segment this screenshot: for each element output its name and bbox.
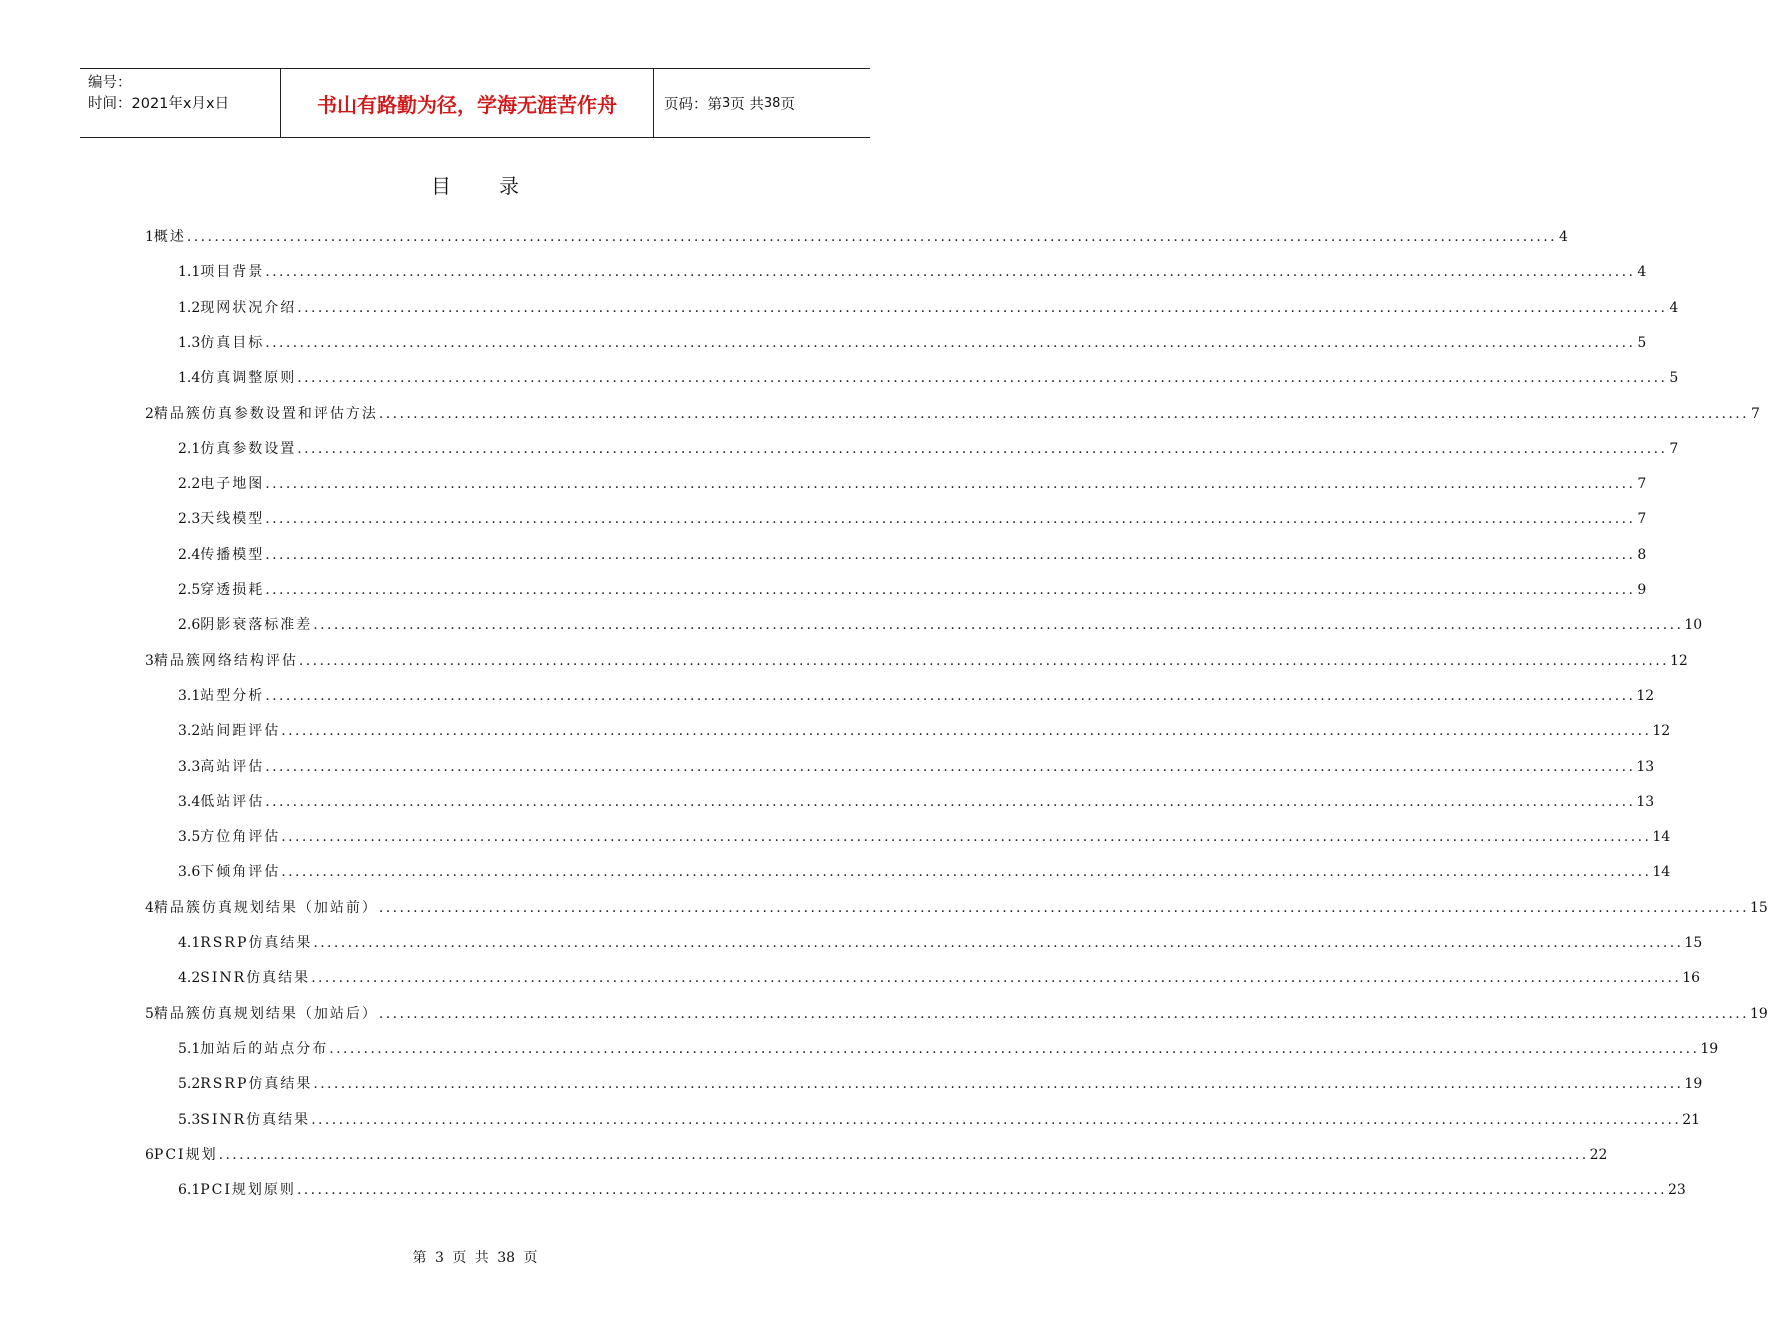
- toc-entry[interactable]: [178, 614, 1703, 634]
- toc-entry[interactable]: [178, 861, 1671, 881]
- toc-entry-label: 传播模型: [200, 546, 265, 563]
- header-meta: [80, 69, 281, 137]
- toc-entry-number: 2.3: [178, 511, 201, 528]
- toc-leader-dots: ........................................................................................................................................................................................................: [265, 582, 1636, 598]
- toc-entry-label: 高站评估: [200, 758, 265, 775]
- toc-entry-number: 4.1: [178, 935, 201, 951]
- toc-entry-number: 2.1: [178, 440, 201, 457]
- toc-leader-dots: ........................................................................................................................................................................................................: [265, 546, 1636, 563]
- footer-mid: 页 共: [452, 1250, 489, 1266]
- toc-entry-label: 站间距评估: [200, 723, 281, 740]
- toc-entry-number: 2.6: [178, 617, 201, 634]
- toc-leader-dots: ........................................................................................................................................................................................................: [265, 334, 1636, 351]
- toc-leader-dots: ........................................................................................................................................................................................................: [313, 617, 1684, 634]
- toc-leader-dots: ........................................................................................................................................................................................................: [297, 370, 1668, 387]
- footer-suffix: 页: [523, 1250, 538, 1266]
- toc-entry[interactable]: [178, 332, 1647, 352]
- toc-entry-page: 19: [1700, 1040, 1719, 1057]
- toc-leader-dots: ........................................................................................................................................................................................................: [218, 1146, 1589, 1163]
- toc-entry-label: 精品簇仿真规划结果（加站后）: [153, 1005, 378, 1022]
- toc-entry[interactable]: [178, 438, 1679, 458]
- toc-entry-number: 1.2: [178, 299, 201, 316]
- toc-entry-label: 电子地图: [200, 476, 265, 493]
- toc-entry-label: 低站评估: [200, 793, 265, 810]
- toc-leader-dots: ........................................................................................................................................................................................................: [313, 935, 1684, 951]
- toc-entry-label: RSRP仿真结果: [200, 935, 313, 951]
- toc-entry[interactable]: [178, 473, 1647, 493]
- toc-leader-dots: ........................................................................................................................................................................................................: [265, 793, 1636, 810]
- page-footer: [0, 1247, 950, 1267]
- toc-entry-number: 2.5: [178, 582, 201, 598]
- toc-entry-number: 3.2: [178, 723, 201, 740]
- toc-entry[interactable]: [178, 579, 1647, 599]
- toc-entry-label: PCI规划原则: [200, 1182, 296, 1199]
- page-header: [80, 68, 870, 138]
- toc-entry-number: 5.3: [178, 1111, 201, 1128]
- toc-leader-dots: ........................................................................................................................................................................................................: [329, 1040, 1700, 1057]
- toc-entry-page: 14: [1652, 829, 1671, 846]
- toc-entry-number: 5: [145, 1005, 154, 1022]
- footer-total: 38: [497, 1250, 516, 1266]
- toc-entry[interactable]: [178, 826, 1671, 846]
- toc-entry-number: 1: [145, 229, 154, 245]
- toc-entry[interactable]: [178, 544, 1647, 564]
- toc-entry-label: 精品簇网络结构评估: [153, 652, 298, 669]
- header-motto: 书山有路勤为径，学海无涯苦作舟: [281, 69, 654, 137]
- toc-entry-page: 7: [1637, 476, 1647, 493]
- toc-entry-number: 2: [145, 405, 154, 422]
- toc-entry[interactable]: [178, 756, 1655, 776]
- toc-leader-dots: ........................................................................................................................................................................................................: [378, 899, 1749, 916]
- time-label: 时间：2021年x月x日: [88, 96, 230, 112]
- toc-entry[interactable]: [178, 1038, 1719, 1058]
- toc-entry-page: 7: [1669, 440, 1679, 457]
- toc-entry-label: 仿真参数设置: [200, 440, 297, 457]
- toc-entry-number: 1.1: [178, 264, 201, 281]
- toc-entry-number: 6.1: [178, 1182, 201, 1199]
- toc-entry-label: 精品簇仿真规划结果（加站前）: [153, 899, 378, 916]
- toc-entry[interactable]: [145, 1144, 1608, 1164]
- toc-leader-dots: ........................................................................................................................................................................................................: [311, 1111, 1682, 1128]
- page-current: 3: [722, 95, 731, 111]
- toc-entry[interactable]: [178, 261, 1647, 281]
- toc-leader-dots: ........................................................................................................................................................................................................: [298, 652, 1669, 669]
- toc-entry-page: 7: [1751, 405, 1760, 422]
- toc-entry-number: 4.2: [178, 970, 201, 987]
- toc-leader-dots: ........................................................................................................................................................................................................: [265, 758, 1636, 775]
- toc-entry-number: 3.6: [178, 864, 201, 881]
- toc-entry-label: SINR仿真结果: [200, 1111, 311, 1128]
- toc-entry-label: 概述: [153, 229, 186, 245]
- toc-entry-number: 4: [145, 899, 154, 916]
- toc-entry-page: 12: [1652, 723, 1671, 740]
- toc-leader-dots: ........................................................................................................................................................................................................: [311, 970, 1682, 987]
- toc-entry-label: 下倾角评估: [200, 864, 281, 881]
- footer-prefix: 第: [412, 1250, 427, 1266]
- toc-leader-dots: ........................................................................................................................................................................................................: [313, 1076, 1684, 1093]
- toc-entry-page: 5: [1669, 370, 1679, 387]
- toc-leader-dots: ........................................................................................................................................................................................................: [378, 405, 1749, 422]
- toc-entry-number: 3.4: [178, 793, 201, 810]
- toc-leader-dots: ........................................................................................................................................................................................................: [297, 299, 1668, 316]
- toc-entry-page: 19: [1749, 1005, 1768, 1022]
- toc-entry[interactable]: [178, 1109, 1701, 1129]
- toc-entry-number: 3: [145, 652, 154, 669]
- toc-leader-dots: ........................................................................................................................................................................................................: [265, 264, 1636, 281]
- toc-entry-label: 站型分析: [200, 687, 265, 704]
- toc-entry-page: 15: [1749, 899, 1768, 916]
- toc-entry-page: 9: [1637, 582, 1647, 598]
- toc-entry-number: 1.3: [178, 334, 201, 351]
- toc-entry[interactable]: [145, 650, 1688, 670]
- toc-entry[interactable]: [178, 367, 1679, 387]
- toc-entry-page: 13: [1636, 758, 1655, 775]
- toc-entry-label: 现网状况介绍: [200, 299, 297, 316]
- toc-title: 目录: [431, 174, 567, 198]
- page-suffix: 页: [780, 96, 795, 113]
- toc-entry-number: 3.1: [178, 687, 201, 704]
- toc-entry[interactable]: [178, 932, 1703, 952]
- toc-entry-label: 精品簇仿真参数设置和评估方法: [153, 405, 378, 422]
- toc-entry-page: 4: [1669, 299, 1679, 316]
- toc-entry[interactable]: [178, 720, 1671, 740]
- toc-entry-label: 阴影衰落标准差: [200, 617, 313, 634]
- toc-leader-dots: ........................................................................................................................................................................................................: [378, 1005, 1749, 1022]
- toc-entry-page: 7: [1637, 511, 1647, 528]
- page-prefix: 页码：第: [664, 96, 722, 113]
- toc-entry-number: 5.2: [178, 1076, 201, 1093]
- toc-entry-label: 仿真目标: [200, 334, 265, 351]
- toc-entry-number: 2.2: [178, 476, 201, 493]
- toc-leader-dots: ........................................................................................................................................................................................................: [281, 829, 1652, 846]
- page-total: 38: [763, 95, 781, 111]
- toc-leader-dots: ........................................................................................................................................................................................................: [296, 1182, 1667, 1199]
- toc-entry-page: 8: [1637, 546, 1647, 563]
- toc-entry-number: 3.5: [178, 829, 201, 846]
- toc-entry-page: 14: [1652, 864, 1671, 881]
- toc-entry[interactable]: [178, 508, 1647, 528]
- toc-leader-dots: ........................................................................................................................................................................................................: [265, 511, 1636, 528]
- page-mid: 页 共: [730, 96, 764, 113]
- toc-entry-page: 12: [1669, 652, 1688, 669]
- header-page-info: [654, 69, 870, 137]
- toc-leader-dots: ........................................................................................................................................................................................................: [265, 687, 1636, 704]
- toc-entry-page: 13: [1636, 793, 1655, 810]
- toc-entry-page: 22: [1589, 1146, 1608, 1163]
- footer-current: 3: [434, 1250, 444, 1266]
- toc-entry-label: 项目背景: [200, 264, 265, 281]
- toc-entry-number: 3.3: [178, 758, 201, 775]
- toc-entry[interactable]: [178, 967, 1701, 987]
- toc-entry-page: 4: [1637, 264, 1647, 281]
- toc-entry[interactable]: [178, 791, 1655, 811]
- toc-leader-dots: ........................................................................................................................................................................................................: [186, 229, 1557, 245]
- toc-entry-page: 10: [1684, 617, 1703, 634]
- toc-entry[interactable]: [178, 685, 1655, 705]
- toc-entry[interactable]: [178, 1179, 1686, 1199]
- toc-entry-page: 12: [1636, 687, 1655, 704]
- toc-entry-number: 2.4: [178, 546, 201, 563]
- toc-entry-page: 23: [1667, 1182, 1686, 1199]
- toc-leader-dots: ........................................................................................................................................................................................................: [281, 723, 1652, 740]
- toc-entry-page: 19: [1684, 1076, 1703, 1093]
- toc-entry[interactable]: [145, 226, 1568, 246]
- toc-entry[interactable]: [178, 297, 1679, 317]
- toc-entry-page: 15: [1684, 935, 1703, 951]
- toc-leader-dots: ........................................................................................................................................................................................................: [297, 440, 1668, 457]
- toc-entry-label: 方位角评估: [200, 829, 281, 846]
- toc-entry[interactable]: [145, 897, 1768, 917]
- toc-entry-label: 天线模型: [200, 511, 265, 528]
- toc-entry-number: 1.4: [178, 370, 201, 387]
- toc-entry-page: 16: [1682, 970, 1701, 987]
- toc-entry-label: RSRP仿真结果: [200, 1076, 313, 1093]
- toc-entry-page: 4: [1559, 229, 1568, 245]
- toc-entry-number: 6: [145, 1146, 154, 1163]
- toc-leader-dots: ........................................................................................................................................................................................................: [265, 476, 1636, 493]
- toc-entry-number: 5.1: [178, 1040, 201, 1057]
- toc-entry-page: 21: [1682, 1111, 1701, 1128]
- toc-entry-label: PCI规划: [153, 1146, 218, 1163]
- toc-entry[interactable]: [145, 1003, 1768, 1023]
- toc-entry-label: SINR仿真结果: [200, 970, 311, 987]
- toc-entry-label: 加站后的站点分布: [200, 1040, 329, 1057]
- toc-entry-page: 5: [1637, 334, 1647, 351]
- toc-entry-label: 仿真调整原则: [200, 370, 297, 387]
- toc-entry[interactable]: [178, 1073, 1703, 1093]
- number-label: 编号：: [88, 75, 132, 91]
- toc-leader-dots: ........................................................................................................................................................................................................: [281, 864, 1652, 881]
- toc-entry[interactable]: [145, 403, 1760, 423]
- toc-entry-label: 穿透损耗: [200, 582, 265, 598]
